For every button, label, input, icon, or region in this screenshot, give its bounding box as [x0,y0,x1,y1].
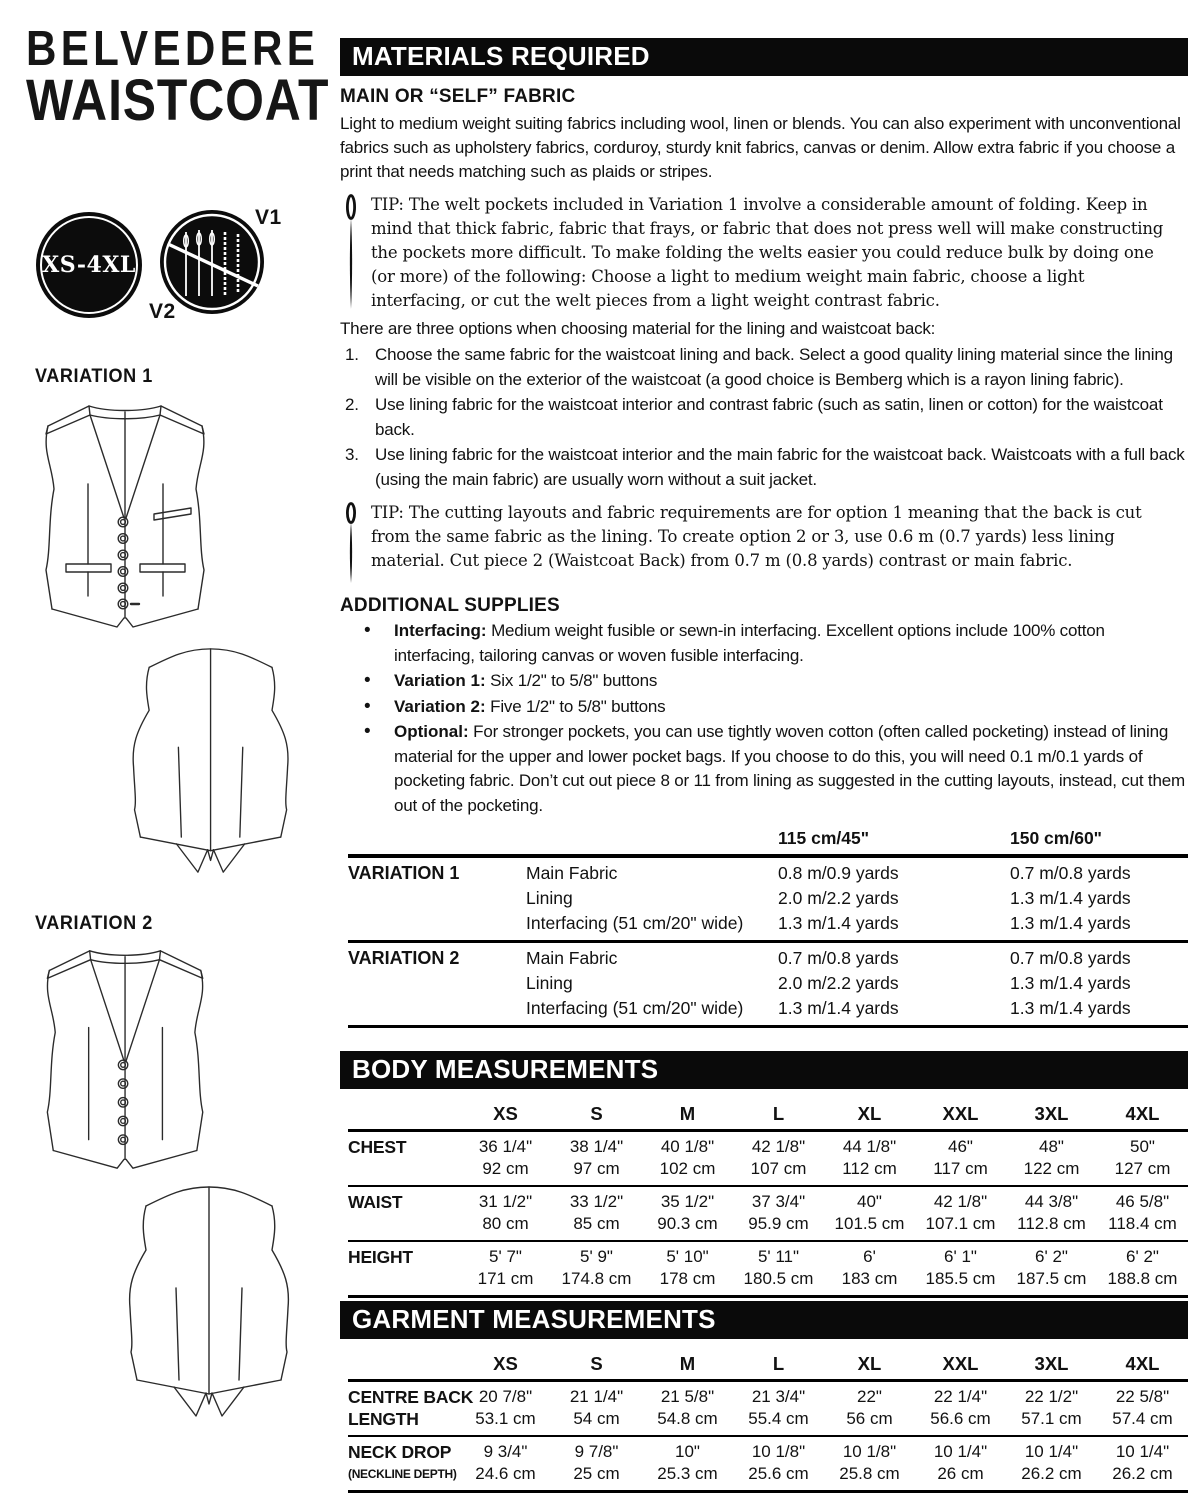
measurement-cm: 92 cm [482,1159,529,1178]
measurement-cell [1097,1136,1188,1180]
fabric-width-header: 115 cm/45" [778,828,870,848]
measurement-inches: 22 5/8" [1115,1387,1170,1406]
measurement-inches: 21 1/4" [569,1387,624,1406]
measurement-inches: 10 1/8" [842,1442,897,1461]
variation2-front-illustration [28,941,228,1179]
measurement-cm: 127 cm [1114,1159,1171,1178]
measurement-inches: 37 3/4" [751,1192,806,1211]
measurement-cell [551,1246,642,1290]
option-number: 1. [345,345,359,364]
fabric-variation-group [348,943,1188,1028]
measurement-cell [733,1246,824,1290]
measurement-cm: 112 cm [842,1159,897,1178]
body-measurements-header: BODY MEASUREMENTS [340,1051,1188,1089]
pattern-title [26,22,330,134]
measurement-inches: 22 1/2" [1024,1387,1079,1406]
measurement-cm: 57.4 cm [1112,1409,1173,1428]
measurement-cm: 25.3 cm [657,1464,718,1483]
size-column-header: XL [857,1353,882,1374]
measurement-cm: 112.8 cm [1017,1214,1086,1233]
fabric-header-spacer [348,826,526,851]
measurement-cell [642,1441,733,1485]
fabric-variation-name: VARIATION 2 [348,948,460,968]
supply-item [340,669,1188,694]
fabric-variation-name [348,911,526,936]
measurement-cell [1097,1386,1188,1430]
bullet-icon: • [364,620,371,641]
measurement-inches: 5' 11" [757,1247,800,1266]
fabric-amount-115: 1.3 m/1.4 yards [778,998,899,1018]
measurement-inches: 31 1/2" [478,1192,533,1211]
measurement-row [348,1437,1188,1493]
measurement-inches: 5' 10" [666,1247,709,1266]
supply-label: Variation 1: [394,671,486,690]
fabric-variation-name [348,971,526,996]
bullet-icon: • [364,695,371,717]
size-range-label: XS-4XL [42,252,136,278]
option-text: Use lining fabric for the waistcoat interior and the main fabric for the waistcoat back. Waistcoats with a full back (using the main fabric) are usually worn without a suit jacket. [375,445,1185,489]
bullet-icon: • [364,721,371,742]
fabric-amount-150: 1.3 m/1.4 yards [1010,973,1131,993]
fabric-amount-150: 1.3 m/1.4 yards [1010,888,1131,908]
measurement-row [348,1242,1188,1298]
fabric-variation-group [348,858,1188,943]
measurement-cm: 95.9 cm [748,1214,809,1233]
measurement-label-line2: (NECKLINE DEPTH) [348,1467,457,1481]
measurement-label: CENTRE BACK [348,1387,474,1407]
measurement-inches: 50" [1130,1137,1155,1156]
measurement-cm: 188.8 cm [1107,1269,1178,1288]
fabric-requirements-table [348,826,1188,1028]
measurement-inches: 6' [863,1247,876,1266]
measurement-cm: 26 cm [937,1464,984,1483]
measurement-cell [824,1136,915,1180]
measurement-cm: 107.1 cm [925,1214,996,1233]
measurement-row [348,1187,1188,1242]
bullet-icon: • [364,670,371,691]
measurement-cm: 178 cm [659,1269,716,1288]
tip-cutting-layouts [344,501,1188,585]
size-header-row [348,1351,1188,1382]
measurement-inches: 6' 1" [944,1247,977,1266]
size-column-header: 3XL [1034,1103,1069,1124]
size-column-header: S [590,1103,603,1124]
supply-label: Optional: [394,722,469,741]
measurement-cm: 102 cm [659,1159,716,1178]
measurement-cm: 54.8 cm [657,1409,718,1428]
measurement-cell [824,1441,915,1485]
measurement-cell [1097,1191,1188,1235]
measurement-cm: 185.5 cm [925,1269,996,1288]
measurement-label-line2: LENGTH [348,1409,419,1429]
fabric-variation-name [348,996,526,1021]
measurement-cell [460,1136,551,1180]
size-column-header: XL [857,1103,882,1124]
measurement-cm: 26.2 cm [1021,1464,1082,1483]
size-column-header: M [679,1353,696,1374]
measurement-cell [915,1136,1006,1180]
measurement-inches: 35 1/2" [660,1192,715,1211]
size-column-header: XXL [942,1353,979,1374]
fabric-item-name: Main Fabric [526,948,618,968]
measurement-label: CHEST [348,1137,407,1157]
supply-text: Variation 2: Five 1/2" to 5/8" buttons [394,696,666,716]
supply-text: Interfacing: Medium weight fusible or sewn-in interfacing. Excellent options include 100% cotton interfacing, tailoring canvas or woven fusible interfacing. [394,621,1105,665]
measurement-cell [460,1386,551,1430]
measurement-label-cell [348,1246,460,1268]
size-column-header: XS [493,1103,518,1124]
fabric-width-header: 150 cm/60" [1010,828,1102,848]
size-column-header: L [772,1353,785,1374]
fabric-row [348,996,1188,1021]
lining-option-item [340,443,1188,492]
measurement-cell [1006,1136,1097,1180]
option-number: 2. [345,395,359,414]
measurement-cell [1097,1246,1188,1290]
measurement-inches: 22 1/4" [933,1387,988,1406]
measurement-inches: 40" [857,1192,882,1211]
size-column-header: 4XL [1125,1103,1160,1124]
measurement-cm: 25.8 cm [839,1464,900,1483]
measurement-cell [733,1386,824,1430]
size-column-header: 3XL [1034,1353,1069,1374]
measurement-cell [915,1441,1006,1485]
measurement-inches: 48" [1039,1137,1064,1156]
supply-item [340,619,1188,668]
needle-icon [344,193,358,311]
measurement-cm: 107 cm [750,1159,807,1178]
measurement-row [348,1382,1188,1437]
fabric-amount-115: 1.3 m/1.4 yards [778,913,899,933]
measurement-cell [551,1191,642,1235]
measurement-cm: 183 cm [841,1269,898,1288]
tip-cutting-layouts-text: TIP: The cutting layouts and fabric requirements are for option 1 meaning that the back is cut from the same fabric as the lining. To create option 2 or 3, use 0.6 m (0.7 yards) less lining material. Cut piece 2 (Waistcoat Back) from 0.7 m (0.8 yards) contrast or main fabric. [371,503,1142,570]
measurement-cm: 101.5 cm [834,1214,905,1233]
measurement-label-cell [348,1136,460,1158]
measurement-inches: 22" [857,1387,882,1406]
measurement-cm: 24.6 cm [475,1464,536,1483]
measurement-cm: 56 cm [846,1409,893,1428]
v2-badge-label: V2 [149,300,176,323]
lining-options-intro: There are three options when choosing material for the lining and waistcoat back: [340,319,936,338]
measurement-inches: 10 1/4" [1024,1442,1079,1461]
measurement-cell [642,1191,733,1235]
size-header-row [348,1101,1188,1132]
measurement-cm: 97 cm [573,1159,620,1178]
measurement-label-cell [348,1191,460,1213]
measurement-inches: 10 1/4" [933,1442,988,1461]
measurement-inches: 33 1/2" [569,1192,624,1211]
fabric-row [348,886,1188,911]
lining-options-list [340,343,1188,492]
measurement-inches: 10 1/8" [751,1442,806,1461]
fabric-row [348,861,1188,886]
measurement-inches: 42 1/8" [751,1137,806,1156]
size-column-header: XXL [942,1103,979,1124]
measurement-cm: 180.5 cm [743,1269,814,1288]
measurement-cm: 25 cm [573,1464,620,1483]
variation1-back-illustration [116,640,311,882]
pattern-title-line1: BELVEDERE [26,22,320,76]
option-number: 3. [345,445,359,464]
size-column-header: XS [493,1353,518,1374]
size-column-header: L [772,1103,785,1124]
v1-badge-label: V1 [255,206,282,229]
variation2-back-illustration [112,1166,312,1438]
fabric-item-name: Interfacing (51 cm/20" wide) [526,913,744,933]
size-range-badge [36,212,142,318]
main-fabric-heading: MAIN OR “SELF” FABRIC [340,86,576,107]
supply-item [340,695,1188,720]
fabric-table-header-row [348,826,1188,858]
fabric-row [348,971,1188,996]
measurement-inches: 42 1/8" [933,1192,988,1211]
measurement-inches: 46" [948,1137,973,1156]
measurement-inches: 6' 2" [1126,1247,1159,1266]
fabric-row [348,911,1188,936]
variation1-front-illustration [28,396,228,638]
pattern-title-line2: WAISTCOAT [26,68,330,134]
measurement-inches: 20 7/8" [478,1387,533,1406]
measurement-cell [642,1246,733,1290]
measurement-cell [915,1191,1006,1235]
garment-measurements-table [348,1351,1188,1493]
body-measurements-table [348,1101,1188,1298]
body-measurements-section [340,1051,1188,1298]
measurement-cm: 53.1 cm [475,1409,536,1428]
fabric-amount-150: 1.3 m/1.4 yards [1010,998,1131,1018]
fabric-amount-115: 2.0 m/2.2 yards [778,973,899,993]
measurement-cm: 54 cm [573,1409,620,1428]
fabric-variation-name: VARIATION 1 [348,863,460,883]
supply-label: Variation 2: [394,696,486,716]
measurement-label: WAIST [348,1192,403,1212]
measurement-cell [733,1136,824,1180]
lining-option-item [340,393,1188,442]
measurement-inches: 44 1/8" [842,1137,897,1156]
measurement-inches: 44 3/8" [1024,1192,1079,1211]
measurement-inches: 46 5/8" [1115,1192,1170,1211]
supply-item [340,720,1188,818]
variation-2-label: VARIATION 2 [35,913,153,934]
fabric-item-name: Main Fabric [526,863,618,883]
measurement-cell [1006,1246,1097,1290]
measurement-cell [1006,1441,1097,1485]
fabric-item-name: Lining [526,888,573,908]
option-text: Choose the same fabric for the waistcoat lining and back. Select a good quality lining material since the lining will be visible on the exterior of the waistcoat (a good choice is Bemberg which is a rayon lining fabric). [375,345,1173,389]
measurement-cell [551,1136,642,1180]
measurement-label: HEIGHT [348,1247,413,1267]
measurement-cm: 57.1 cm [1021,1409,1082,1428]
measurement-cell [1006,1386,1097,1430]
fabric-variation-name [348,886,526,911]
measurement-cell [1097,1441,1188,1485]
measurement-cm: 90.3 cm [657,1214,718,1233]
measurement-cm: 25.6 cm [748,1464,809,1483]
additional-supplies-list [340,619,1188,818]
tip-welt-pockets [344,193,1188,313]
measurement-cell [915,1386,1006,1430]
main-fabric-text: Light to medium weight suiting fabrics including wool, linen or blends. You can also experiment with unconventional fabrics such as upholstery fabrics, corduroy, sturdy knit fabrics, canvas or denim. Allow extra fabric if you choose a print that needs matching such as plaids or stripes. [340,114,1181,181]
measurement-label-cell [348,1441,460,1485]
size-column-header: S [590,1353,603,1374]
fabric-header-spacer [526,826,778,851]
measurement-inches: 36 1/4" [478,1137,533,1156]
measurement-label-cell [348,1386,474,1430]
measurement-cm: 171 cm [477,1269,534,1288]
measurement-cell [551,1386,642,1430]
option-text: Use lining fabric for the waistcoat interior and contrast fabric (such as satin, linen or cotton) for the waistcoat back. [375,395,1163,439]
measurement-inches: 10 1/4" [1115,1442,1170,1461]
fabric-item-name: Interfacing (51 cm/20" wide) [526,998,744,1018]
measurement-cm: 174.8 cm [561,1269,632,1288]
needle-icon [344,501,358,585]
measurement-inches: 5' 7" [489,1247,522,1266]
measurement-inches: 6' 2" [1035,1247,1068,1266]
measurement-cell [460,1441,551,1485]
measurement-cm: 56.6 cm [930,1409,991,1428]
measurement-cell [824,1386,915,1430]
measurement-cm: 80 cm [482,1214,529,1233]
measurement-cell [733,1191,824,1235]
materials-section [340,38,1188,1028]
measurement-inches: 9 7/8" [574,1442,619,1461]
supply-text: Variation 1: Six 1/2" to 5/8" buttons [394,671,658,690]
supply-label: Interfacing: [394,621,487,640]
fabric-amount-150: 0.7 m/0.8 yards [1010,948,1131,968]
measurement-cm: 85 cm [573,1214,620,1233]
measurement-inches: 40 1/8" [660,1137,715,1156]
fabric-amount-115: 2.0 m/2.2 yards [778,888,899,908]
variation-1-label: VARIATION 1 [35,366,153,387]
measurement-cell [460,1246,551,1290]
measurement-cm: 122 cm [1023,1159,1080,1178]
measurement-cm: 117 cm [933,1159,988,1178]
fabric-row [348,946,1188,971]
size-column-header: M [679,1103,696,1124]
measurement-cell [460,1191,551,1235]
measurement-cell [1006,1191,1097,1235]
measurement-cm: 55.4 cm [748,1409,809,1428]
additional-supplies-heading: ADDITIONAL SUPPLIES [340,595,560,616]
measurement-inches: 21 5/8" [660,1387,715,1406]
measurement-cm: 118.4 cm [1108,1214,1177,1233]
measurement-cell [642,1136,733,1180]
fabric-amount-115: 0.7 m/0.8 yards [778,948,899,968]
measurement-cell [642,1386,733,1430]
measurement-inches: 9 3/4" [483,1442,528,1461]
size-column-header: 4XL [1125,1353,1160,1374]
measurement-cell [915,1246,1006,1290]
lining-option-item [340,343,1188,392]
measurement-inches: 38 1/4" [569,1137,624,1156]
tip-welt-pockets-text: TIP: The welt pockets included in Variation 1 involve a considerable amount of folding. Keep in mind that thick fabric, fabric that frays, or fabric that does not press well will make constructing the pockets more difficult. To make folding the welts easier you could reduce bulk by doing one (or more) of the following: Choose a light to medium weight main fabric, choose a light interfacing, or cut the welt pieces from a light weight contrast fabric. [371,195,1164,310]
fabric-amount-150: 0.7 m/0.8 yards [1010,863,1131,883]
garment-measurements-section [340,1301,1188,1493]
fabric-amount-150: 1.3 m/1.4 yards [1010,913,1131,933]
measurement-inches: 10" [675,1442,700,1461]
measurement-cell [824,1246,915,1290]
measurement-cm: 26.2 cm [1112,1464,1173,1483]
measurement-cm: 187.5 cm [1016,1269,1087,1288]
garment-measurements-header: GARMENT MEASUREMENTS [340,1301,1188,1339]
measurement-row [348,1132,1188,1187]
measurement-cell [733,1441,824,1485]
fabric-amount-115: 0.8 m/0.9 yards [778,863,899,883]
supply-text: Optional: For stronger pockets, you can use tightly woven cotton (often called pocketing) instead of lining material for the upper and lower pocket bags. If you choose to do this, you will need 0.1 m/0.1 yards of pocketing fabric. Don’t cut out piece 8 or 11 from lining as suggested in the cutting layouts, instead, cut them out of the pocketing. [394,722,1185,815]
measurement-inches: 21 3/4" [751,1387,806,1406]
fabric-item-name: Lining [526,973,573,993]
measurement-inches: 5' 9" [580,1247,613,1266]
measurement-label: NECK DROP [348,1442,452,1462]
measurement-cell [824,1191,915,1235]
materials-required-header: MATERIALS REQUIRED [340,38,1188,76]
measurement-cell [551,1441,642,1485]
